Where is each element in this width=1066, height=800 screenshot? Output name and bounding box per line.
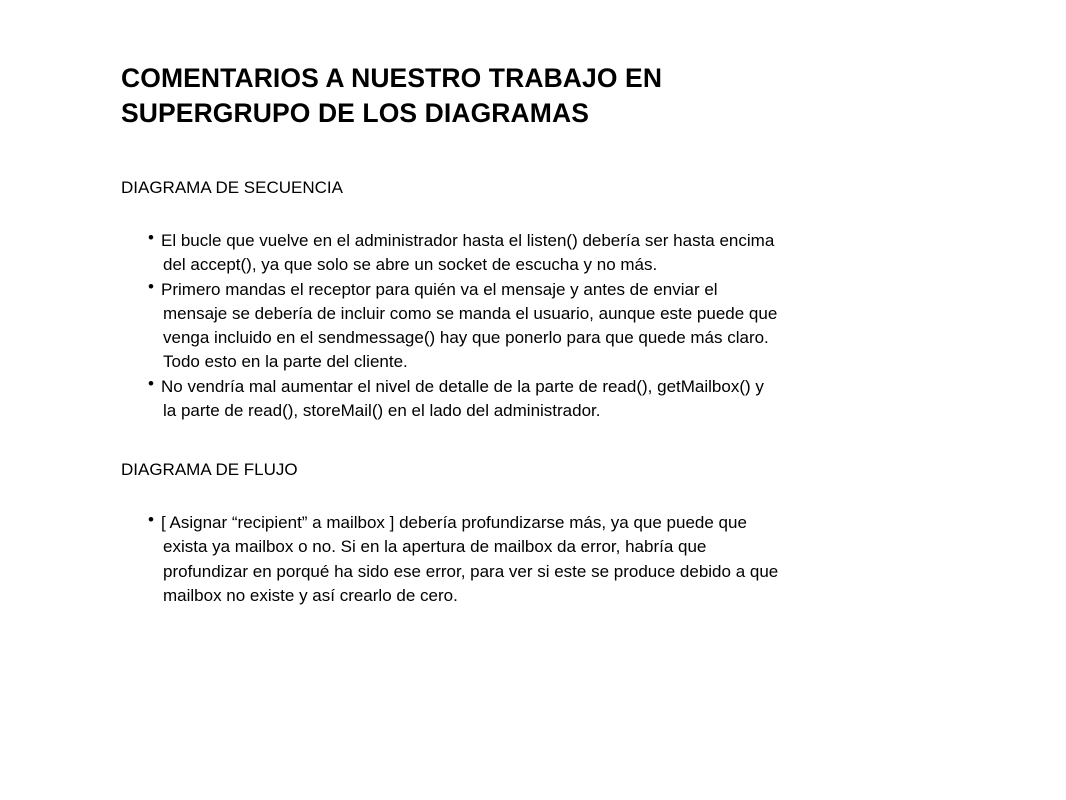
section-heading-flujo: DIAGRAMA DE FLUJO bbox=[121, 460, 298, 479]
slide-title-line: COMENTARIOS A NUESTRO TRABAJO EN bbox=[121, 63, 663, 93]
bullet-item bbox=[148, 229, 968, 278]
bullet-text-line: mensaje se debería de incluir como se manda el usuario, aunque este puede que bbox=[163, 303, 778, 323]
bullet-text-line: El bucle que vuelve en el administrador hasta el listen() debería ser hasta encima bbox=[161, 231, 775, 250]
bullet-list-secuencia bbox=[148, 229, 968, 423]
bullet-item bbox=[148, 511, 968, 608]
bullet-list-flujo bbox=[148, 511, 968, 608]
slide-title-line: SUPERGRUPO DE LOS DIAGRAMAS bbox=[121, 98, 589, 128]
bullet-text-line: Primero mandas el receptor para quién va el mensaje y antes de enviar el bbox=[161, 279, 718, 299]
bullet-text-line: del accept(), ya que solo se abre un socket de escucha y no más. bbox=[163, 255, 658, 275]
bullet-text-line: Todo esto en la parte del cliente. bbox=[163, 352, 408, 372]
bullet-dot-icon: • bbox=[148, 510, 154, 529]
section-heading-secuencia: DIAGRAMA DE SECUENCIA bbox=[121, 178, 343, 197]
bullet-item bbox=[148, 278, 968, 375]
bullet-text-line: No vendría mal aumentar el nivel de detalle de la parte de read(), getMailbox() y bbox=[161, 376, 764, 396]
bullet-text-line: exista ya mailbox o no. Si en la apertura de mailbox da error, habría que bbox=[163, 537, 707, 557]
bullet-dot-icon: • bbox=[148, 276, 154, 296]
bullet-dot-icon: • bbox=[148, 228, 154, 247]
bullet-text-line: mailbox no existe y así crearlo de cero. bbox=[163, 585, 458, 605]
bullet-text-line: la parte de read(), storeMail() en el lado del administrador. bbox=[163, 401, 601, 421]
bullet-item bbox=[148, 375, 968, 424]
slide-title bbox=[121, 61, 941, 131]
bullet-text-line: profundizar en porqué ha sido ese error, para ver si este se produce debido a que bbox=[163, 561, 779, 581]
bullet-text-line: venga incluido en el sendmessage() hay que ponerlo para que quede más claro. bbox=[163, 328, 769, 348]
bullet-dot-icon: • bbox=[148, 373, 154, 393]
bullet-text-line: [ Asignar “recipient” a mailbox ] debería profundizarse más, ya que puede que bbox=[161, 513, 747, 532]
